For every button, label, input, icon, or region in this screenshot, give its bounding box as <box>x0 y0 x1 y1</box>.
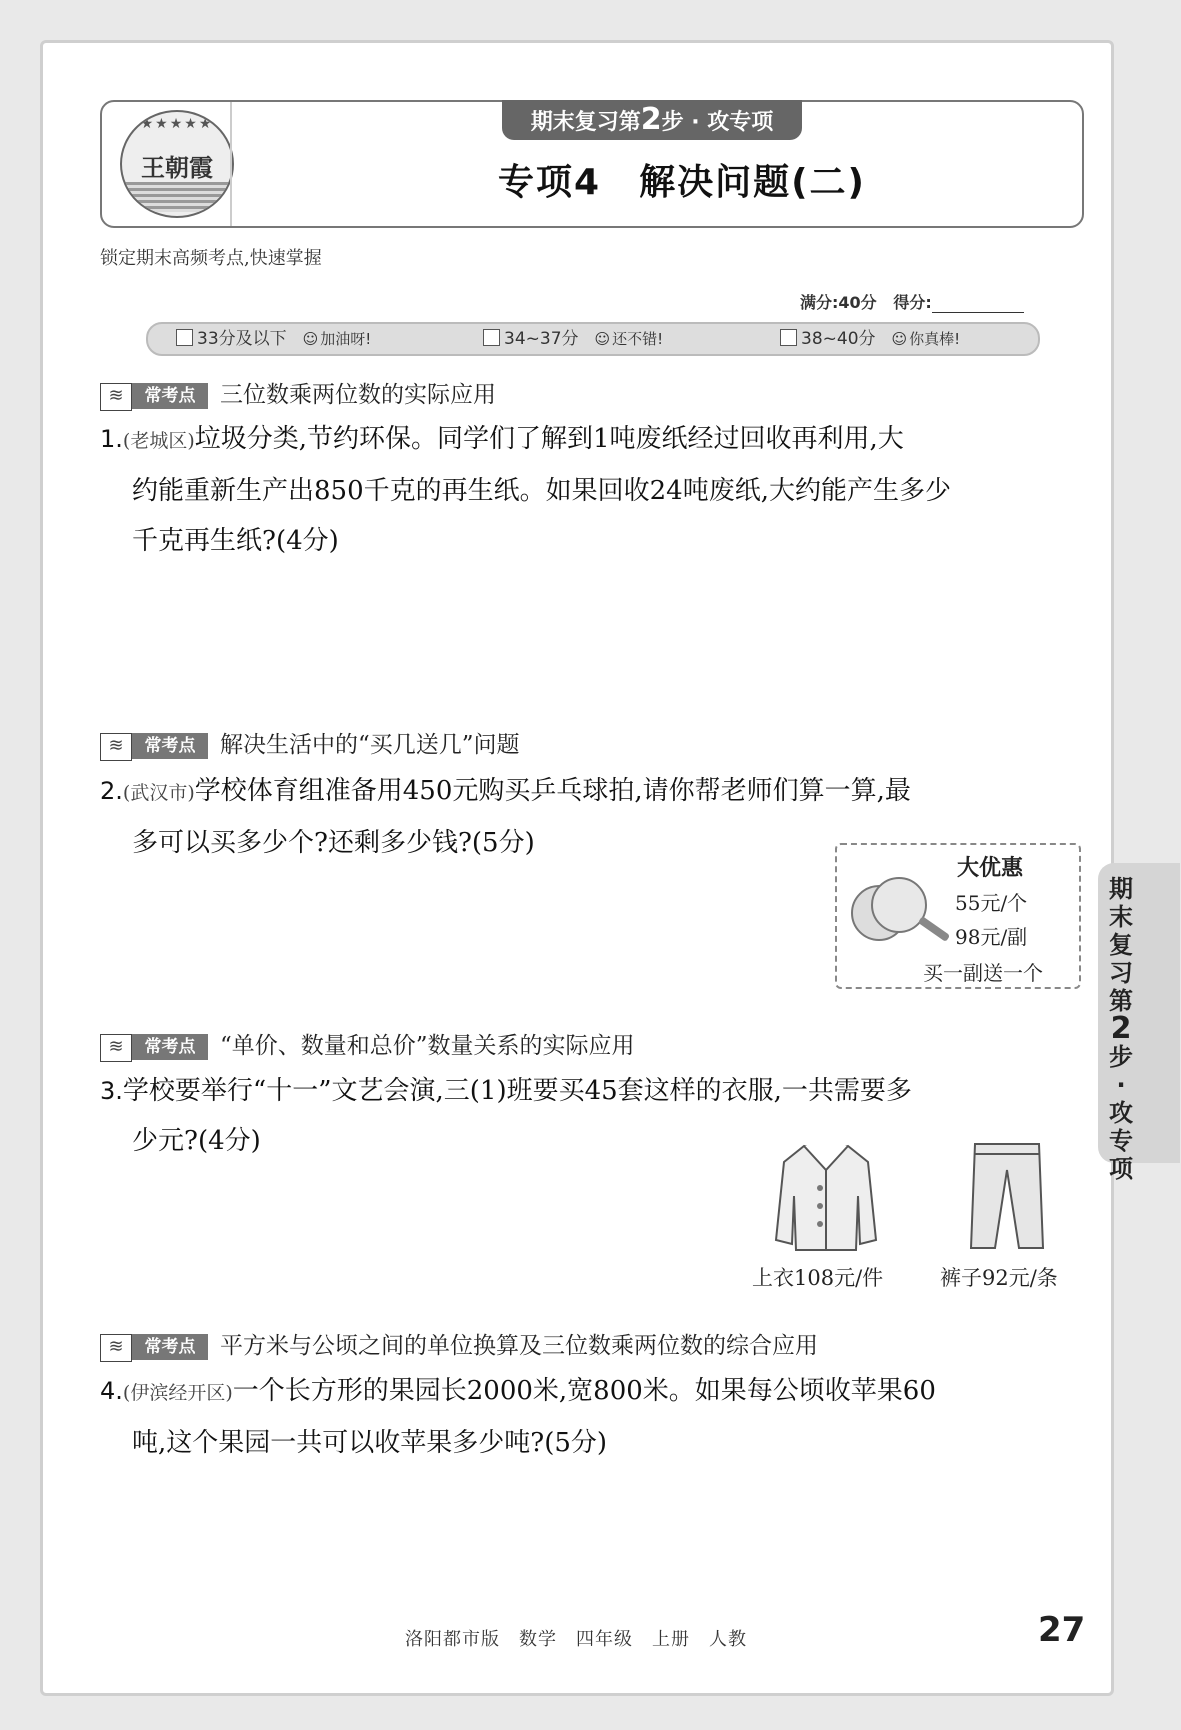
question-line <box>100 1116 1085 1166</box>
paddle-handle <box>918 916 950 942</box>
jacket-price: 上衣108元/件 <box>752 1266 884 1290</box>
level-range: 33分及以下 <box>197 329 287 349</box>
promo-box <box>835 843 1081 989</box>
question-text: 吨,这个果园一共可以收苹果多少吨?(5分) <box>132 1428 608 1458</box>
step-tab <box>502 100 802 140</box>
question-text: 多可以买多少个?还剩多少钱?(5分) <box>132 828 535 858</box>
question-line <box>100 466 1085 516</box>
question-number: 1. <box>100 425 123 453</box>
smiley-icon: ☺ <box>302 330 319 348</box>
question-4 <box>100 1366 1085 1468</box>
promo-title: 大优惠 <box>957 856 1024 881</box>
pants-price: 裤子92元/条 <box>940 1266 1058 1290</box>
smiley-icon: ☺ <box>594 330 611 348</box>
topic-text: 解决生活中的“买几送几”问题 <box>220 732 520 758</box>
question-source: (伊滨经开区) <box>122 1382 233 1404</box>
question-text: 少元?(4分) <box>132 1126 261 1156</box>
question-line <box>100 766 1085 818</box>
step-prefix: 期末复习第 <box>530 110 641 135</box>
question-text: 学校体育组准备用450元购买乒乓球拍,请你帮老师们算一算,最 <box>194 776 911 806</box>
score-level-1 <box>176 324 371 354</box>
wave-icon: ≋ <box>100 1034 132 1062</box>
smiley-icon: ☺ <box>891 330 908 348</box>
header-divider <box>230 102 232 226</box>
logo-text: 王朝霞 <box>141 153 213 182</box>
question-text: 垃圾分类,节约环保。同学们了解到1吨废纸经过回收再利用,大 <box>194 424 904 454</box>
paddle-icon <box>871 877 927 933</box>
topic-text: 平方米与公顷之间的单位换算及三位数乘两位数的综合应用 <box>220 1333 818 1359</box>
topic-tag: ≋ 常考点 <box>100 1334 210 1360</box>
jacket-icon <box>772 1140 880 1252</box>
level-comment: 加油呀! <box>320 330 372 348</box>
topic-4 <box>100 1327 818 1360</box>
question-number: 3. <box>100 1077 123 1105</box>
question-line <box>100 1066 1085 1116</box>
level-comment: 你真棒! <box>909 330 961 348</box>
question-number: 4. <box>100 1377 123 1405</box>
pants-icon <box>965 1140 1047 1252</box>
question-text: 千克再生纸?(4分) <box>132 526 339 556</box>
page-title: 专项4 解决问题(二) <box>498 162 866 203</box>
question-text: 约能重新生产出850千克的再生纸。如果回收24吨废纸,大约能产生多少 <box>132 476 951 506</box>
question-source: (武汉市) <box>122 782 195 804</box>
question-text: 一个长方形的果园长2000米,宽800米。如果每公顷收苹果60 <box>232 1376 936 1406</box>
step-suffix: 步 · 攻专项 <box>661 110 774 135</box>
page-number: 27 <box>1038 1610 1086 1650</box>
promo-offer: 买一副送一个 <box>923 961 1043 985</box>
wave-icon: ≋ <box>100 1334 132 1362</box>
question-1 <box>100 414 1085 566</box>
question-source: (老城区) <box>122 430 195 452</box>
score-level-3 <box>780 324 960 354</box>
score-blank[interactable] <box>932 296 1024 313</box>
level-comment: 还不错! <box>612 330 664 348</box>
wave-icon: ≋ <box>100 383 132 411</box>
score-label: 得分: <box>893 293 932 312</box>
question-3 <box>100 1066 1085 1166</box>
header-box <box>100 100 1084 228</box>
question-line <box>100 516 1085 566</box>
topic-3 <box>100 1027 635 1060</box>
promo-price-pair: 98元/副 <box>955 925 1028 949</box>
step-number: 2 <box>640 102 662 137</box>
full-score: 满分:40分 <box>800 293 877 312</box>
brand-logo <box>120 110 234 218</box>
checkbox-2[interactable] <box>483 329 500 346</box>
question-text: 学校要举行“十一”文艺会演,三(1)班要买45套这样的衣服,一共需要多 <box>122 1076 912 1106</box>
question-line <box>100 414 1085 466</box>
score-line <box>800 290 1024 313</box>
side-tab-label: 期 末 复 习 第 2 步 · 攻 专 项 <box>1109 875 1133 1183</box>
level-range: 38~40分 <box>801 329 876 349</box>
topic-tag: ≋ 常考点 <box>100 1034 210 1060</box>
topic-text: “单价、数量和总价”数量关系的实际应用 <box>220 1033 635 1059</box>
topic-1 <box>100 376 496 409</box>
level-range: 34~37分 <box>504 329 579 349</box>
topic-tag: ≋ 常考点 <box>100 383 210 409</box>
subtitle: 锁定期末高频考点,快速掌握 <box>100 248 322 269</box>
checkbox-3[interactable] <box>780 329 797 346</box>
checkbox-1[interactable] <box>176 329 193 346</box>
topic-tag: ≋ 常考点 <box>100 733 210 759</box>
score-level-bar <box>146 322 1040 356</box>
question-number: 2. <box>100 777 123 805</box>
star-icons: ★★★★★ <box>140 116 214 132</box>
footer-info: 洛阳都市版 数学 四年级 上册 人教 <box>405 1629 747 1650</box>
topic-2 <box>100 726 520 759</box>
wave-icon: ≋ <box>100 733 132 761</box>
question-line <box>100 1418 1085 1468</box>
promo-price-single: 55元/个 <box>955 891 1028 915</box>
topic-text: 三位数乘两位数的实际应用 <box>220 382 496 408</box>
wave-stripes <box>122 182 232 212</box>
question-line <box>100 1366 1085 1418</box>
score-level-2 <box>483 324 663 354</box>
